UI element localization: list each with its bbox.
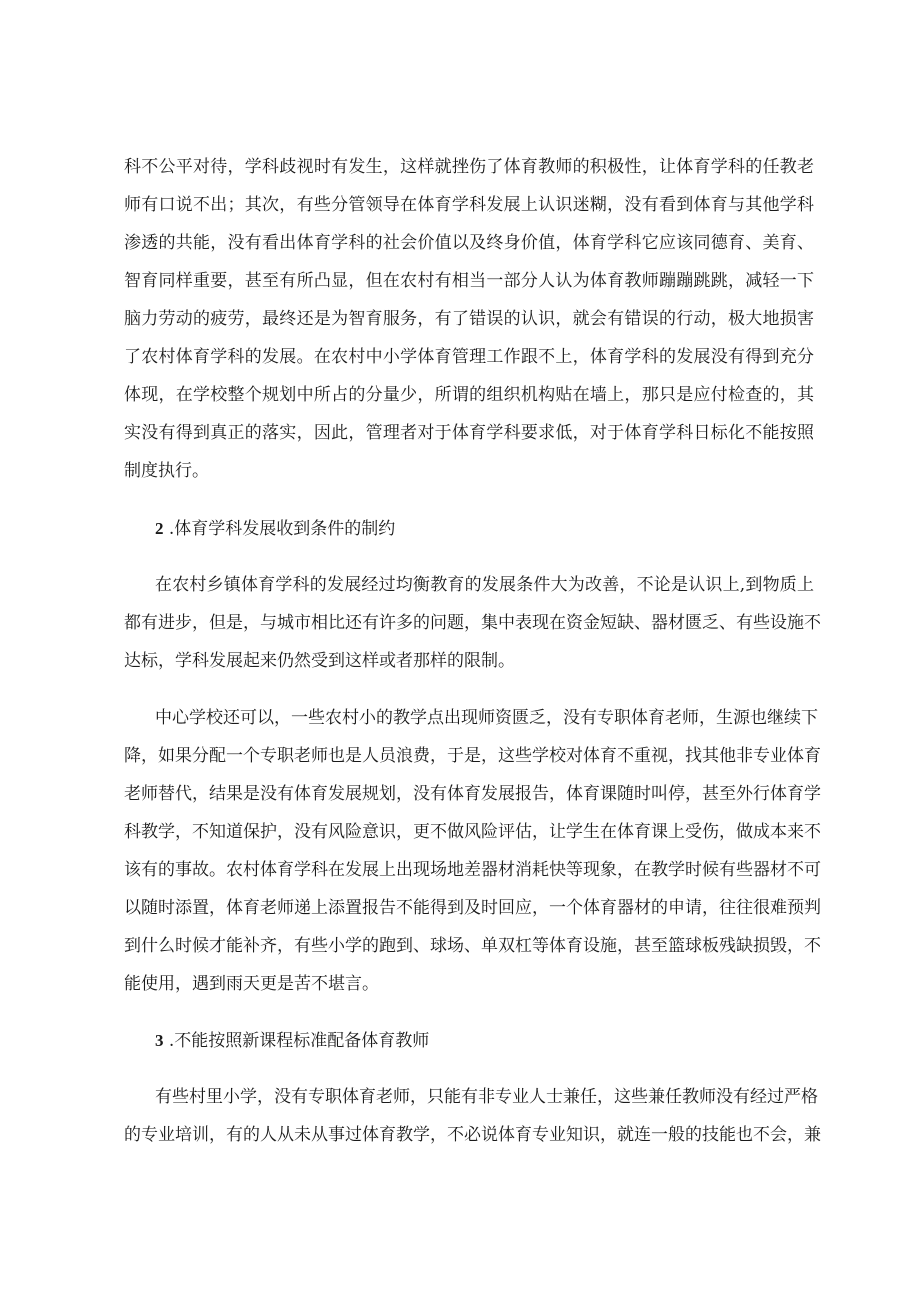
text-line: 了农村体育学科的发展。在农村中小学体育管理工作跟不上，体育学科的发展没有得到充分 (124, 347, 814, 367)
text-line: 智育同样重要，甚至有所凸显，但在农村有相当一部分人认为体育教师蹦蹦跳跳，减轻一下 (124, 271, 814, 291)
text-line: 的专业培训，有的人从未从事过体育教学，不必说体育专业知识，就连一般的技能也不会，兼 (124, 1125, 821, 1145)
text-line: 中心学校还可以，一些农村小的教学点出现师资匮乏，没有专职体育老师，生源也继续下 (155, 708, 818, 728)
text-line: 科教学，不知道保护，没有风险意识，更不做风险评估，让学生在体育课上受伤，做成本来不 (124, 822, 821, 842)
text-line: 实没有得到真正的落实，因此，管理者对于体育学科要求低，对于体育学科日标化不能按照 (124, 423, 814, 443)
section-heading-3 (155, 1026, 429, 1056)
text-line: 到什么时候才能补齐，有些小学的跑到、球场、单双杠等体育设施，甚至篮球板残缺损毁，不 (124, 936, 821, 956)
text-line: 脑力劳动的疲劳，最终还是为智育服务，有了错误的认识，就会有错误的行动，极大地损害 (124, 309, 814, 329)
text-line: 降，如果分配一个专职老师也是人员浪费，于是，这些学校对体育不重视，找其他非专业体育 (124, 746, 821, 766)
text-line: 体现，在学校整个规划中所占的分量少，所谓的组织机构贴在墙上，那只是应付检查的，其 (124, 385, 814, 405)
section-heading-2 (155, 514, 395, 544)
text-line: 达标，学科发展起来仍然受到这样或者那样的限制。 (124, 651, 515, 671)
section-title: .不能按照新课程标准配备体育教师 (168, 1031, 430, 1051)
section-number: 2 (155, 519, 164, 538)
text-line: 都有进步，但是，与城市相比还有许多的问题，集中表现在资金短缺、器材匮乏、有些设施不 (124, 613, 821, 633)
text-line: 师有口说不出；其次，有些分管领导在体育学科发展上认识迷糊，没有看到体育与其他学科 (124, 195, 814, 215)
section-number: 3 (155, 1031, 164, 1050)
section-title: .体育学科发展收到条件的制约 (168, 519, 396, 539)
text-line: 能使用，遇到雨天更是苦不堪言。 (124, 974, 379, 994)
text-line: 有些村里小学，没有专职体育老师，只能有非专业人士兼任，这些兼任教师没有经过严格 (155, 1087, 818, 1107)
text-line: 该有的事故。农村体育学科在发展上出现场地差器材消耗快等现象，在教学时候有些器材不可 (124, 860, 821, 880)
text-line: 科不公平对待，学科歧视时有发生，这样就挫伤了体育教师的积极性，让体育学科的任教老 (124, 157, 814, 177)
text-line: 在农村乡镇体育学科的发展经过均衡教育的发展条件大为改善，不论是认识上,到物质上 (155, 575, 814, 595)
text-line: 老师替代，结果是没有体育发展规划，没有体育发展报告，体育课随时叫停，甚至外行体育学 (124, 784, 821, 804)
text-line: 以随时添置，体育老师递上添置报告不能得到及时回应，一个体育器材的申请，往往很难预判 (124, 898, 821, 918)
text-line: 渗透的共能，没有看出体育学科的社会价值以及终身价值，体育学科它应该同德育、美育、 (124, 233, 814, 253)
text-line: 制度执行。 (124, 461, 209, 481)
